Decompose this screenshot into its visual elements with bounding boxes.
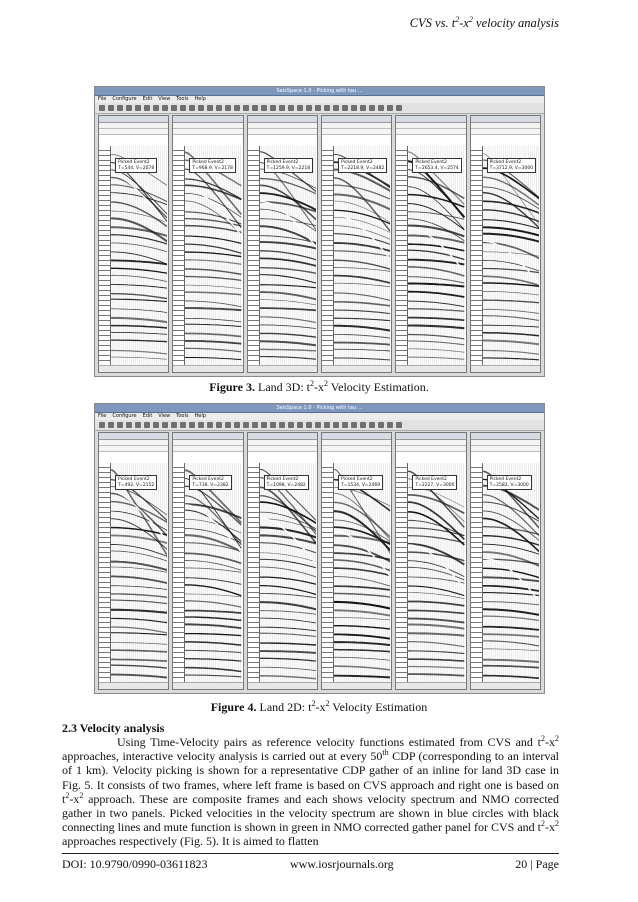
picked-event-label [412,475,457,490]
toolbar-tool-icon[interactable] [315,422,321,428]
panel-header [173,446,242,452]
picked-event-title: Picked Event2 [340,160,373,165]
picked-event-value: T=544, V=2078 [118,165,155,171]
footer-website[interactable]: www.iosrjournals.org [290,857,394,871]
time-axis [322,146,334,365]
picked-event-title: Picked Event2 [192,477,224,482]
picked-event-title: Picked Event2 [489,160,522,165]
seismic-gather-image [483,146,539,365]
picked-event-title: Picked Event2 [266,160,299,165]
gather-panel [470,115,541,373]
footer-rule [62,853,559,854]
toolbar-tool-icon[interactable] [126,422,132,428]
toolbar-tool-icon[interactable] [360,422,366,428]
panel-statusbar [173,682,242,689]
time-axis [173,146,185,365]
figure-3-screenshot [94,86,545,377]
gather-panel [321,432,392,690]
window-titlebar: SeisSpace 1.0 - Picking with tau ... [95,404,544,413]
toolbar-tool-icon[interactable] [207,422,213,428]
seismic-gather-image [408,463,464,682]
time-axis [322,463,334,682]
gather-panel [98,432,169,690]
panel-titlebar [99,433,168,440]
picked-event-value: T=968.9, V=2178 [192,165,233,171]
toolbar-tool-icon[interactable] [117,422,123,428]
panel-titlebar [173,116,242,123]
toolbar [95,420,544,431]
menu-edit[interactable]: Edit [142,96,153,102]
toolbar-tool-icon[interactable] [342,105,348,111]
panel-statusbar [396,682,465,689]
menu-edit[interactable]: Edit [142,413,153,419]
toolbar-tool-icon[interactable] [297,422,303,428]
gather-panel [321,115,392,373]
window-titlebar: SeisSpace 1.0 - Picking with tau ... [95,87,544,96]
toolbar-tool-icon[interactable] [360,105,366,111]
toolbar-tool-icon[interactable] [288,105,294,111]
gather-panels [98,115,541,373]
seismic-gather-image [334,146,390,365]
picked-event-value: T=2582, V=3000 [489,482,529,488]
toolbar-tool-icon[interactable] [324,422,330,428]
toolbar-tool-icon[interactable] [279,105,285,111]
toolbar-tool-icon[interactable] [342,422,348,428]
gather-panel [470,432,541,690]
menu-bar [95,413,544,420]
picked-event-title: Picked Event2 [340,477,373,482]
toolbar-tool-icon[interactable] [126,105,132,111]
panel-statusbar [99,365,168,372]
picked-event-label [338,475,383,490]
toolbar [95,103,544,114]
picked-event-value: T=2227, V=3000 [415,482,455,488]
panel-titlebar [322,433,391,440]
picked-event-label [264,475,309,490]
panel-header [248,446,317,452]
picked-event-label [412,158,461,173]
panel-header [99,129,168,135]
menu-configure[interactable]: Configure [112,96,137,102]
picked-event-value: T=2218.9, V=2482 [340,165,385,171]
panel-titlebar [99,116,168,123]
panel-statusbar [322,365,391,372]
toolbar-tool-icon[interactable] [189,422,195,428]
picked-event-label [115,158,157,173]
panel-titlebar [173,433,242,440]
panel-titlebar [396,116,465,123]
gather-panel [247,432,318,690]
toolbar-tool-icon[interactable] [252,422,258,428]
picked-event-value: T=1259.9, V=2218 [266,165,311,171]
toolbar-tool-icon[interactable] [261,105,267,111]
toolbar-tool-icon[interactable] [162,422,168,428]
toolbar-tool-icon[interactable] [324,105,330,111]
toolbar-tool-icon[interactable] [144,105,150,111]
panel-statusbar [396,365,465,372]
toolbar-tool-icon[interactable] [108,422,114,428]
toolbar-tool-icon[interactable] [387,105,393,111]
toolbar-tool-icon[interactable] [234,422,240,428]
toolbar-tool-icon[interactable] [396,422,402,428]
menu-bar [95,96,544,103]
time-axis [99,146,111,365]
picked-event-value: T=1098, V=2482 [266,482,306,488]
toolbar-tool-icon[interactable] [108,105,114,111]
picked-event-label [487,475,532,490]
gather-panel [247,115,318,373]
toolbar-tool-icon[interactable] [234,105,240,111]
toolbar-tool-icon[interactable] [369,422,375,428]
panel-statusbar [471,682,540,689]
toolbar-tool-icon[interactable] [288,422,294,428]
toolbar-tool-icon[interactable] [396,105,402,111]
panel-header [322,129,391,135]
toolbar-tool-icon[interactable] [333,105,339,111]
time-axis [471,146,483,365]
toolbar-tool-icon[interactable] [153,422,159,428]
panel-header [471,129,540,135]
panel-header [396,129,465,135]
footer-doi: DOI: 10.9790/0990-03611823 [62,857,208,871]
body-paragraph: Using Time-Velocity pairs as reference velocity functions estimated from CVS and $t^2-x^2$ approaches, interactive velocity analysis is carried out at every 50th CDP (corresponding to an interval of 1 km). Velocity picking is shown for a representative CDP gather of an inline for land 3D case in Fig. 5. It consists of two frames, where left frame is based on CVS approach and right one is based on $t^2-x^2$ approach. These are composite frames and each shows velocity spectrum and NMO corrected gather in two panels. Picked velocities in the velocity spectrum are shown in blue circles with black connecting lines and mute function is shown in green in NMO corrected gather panel for CVS and $t^2-x^2$ approaches respectively (Fig. 5). It is aimed to flatten [62,734,560,849]
picked-event-title: Picked Event2 [118,477,150,482]
toolbar-tool-icon[interactable] [351,105,357,111]
toolbar-tool-icon[interactable] [297,105,303,111]
toolbar-tool-icon[interactable] [180,105,186,111]
panel-titlebar [471,433,540,440]
toolbar-tool-icon[interactable] [378,105,384,111]
seismic-gather-image [260,146,316,365]
time-axis [99,463,111,682]
picked-event-title: Picked Event2 [192,160,224,165]
toolbar-tool-icon[interactable] [171,105,177,111]
toolbar-tool-icon[interactable] [306,422,312,428]
menu-tools[interactable]: Tools [176,413,189,419]
picked-event-title: Picked Event2 [415,477,447,482]
picked-event-title: Picked Event2 [118,160,150,165]
menu-help[interactable]: Help [194,96,206,102]
menu-help[interactable]: Help [194,413,206,419]
seismic-gather-image [111,463,167,682]
toolbar-tool-icon[interactable] [378,422,384,428]
menu-configure[interactable]: Configure [112,413,137,419]
picked-event-label [189,158,236,173]
toolbar-tool-icon[interactable] [261,422,267,428]
picked-event-label [264,158,313,173]
picked-event-value: T=3712.9, V=3000 [489,165,534,171]
time-axis [396,463,408,682]
panel-titlebar [248,116,317,123]
toolbar-tool-icon[interactable] [216,105,222,111]
picked-event-value: T=492, V=2152 [118,482,155,488]
gather-panel [98,115,169,373]
picked-event-title: Picked Event2 [266,477,299,482]
running-title: CVS vs. $t^2-x^2$ velocity analysis [409,14,559,30]
time-axis [471,463,483,682]
seismic-gather-image [483,463,539,682]
toolbar-tool-icon[interactable] [279,422,285,428]
toolbar-tool-icon[interactable] [216,422,222,428]
seismic-gather-image [185,146,241,365]
picked-event-value: T=1534, V=2469 [340,482,381,488]
toolbar-tool-icon[interactable] [270,105,276,111]
menu-tools[interactable]: Tools [176,96,189,102]
panel-header [173,129,242,135]
toolbar-tool-icon[interactable] [135,105,141,111]
time-axis [248,463,260,682]
panel-statusbar [471,365,540,372]
toolbar-tool-icon[interactable] [369,105,375,111]
toolbar-tool-icon[interactable] [153,105,159,111]
toolbar-tool-icon[interactable] [306,105,312,111]
toolbar-tool-icon[interactable] [243,422,249,428]
panel-statusbar [322,682,391,689]
menu-view[interactable]: View [158,96,171,102]
panel-header [99,446,168,452]
picked-event-value: T=2653.4, V=2574 [415,165,459,171]
toolbar-tool-icon[interactable] [333,422,339,428]
toolbar-tool-icon[interactable] [207,105,213,111]
footer-page-number: 20 | Page [515,857,559,871]
time-axis [173,463,185,682]
gather-panel [172,432,243,690]
toolbar-tool-icon[interactable] [225,422,231,428]
panel-titlebar [396,433,465,440]
toolbar-tool-icon[interactable] [117,105,123,111]
seismic-gather-image [111,146,167,365]
panel-header [396,446,465,452]
panel-titlebar [248,433,317,440]
gather-panel [395,115,466,373]
picked-event-label [115,475,157,490]
picked-event-value: T=738, V=2382 [192,482,229,488]
panel-header [248,129,317,135]
figure-4-caption: Figure 4. Land 2D: $t^2-x^2$ Velocity Estimation [210,699,428,714]
panel-statusbar [248,365,317,372]
menu-view[interactable]: View [158,413,171,419]
picked-event-label [189,475,231,490]
toolbar-tool-icon[interactable] [144,422,150,428]
panel-titlebar [322,116,391,123]
gather-panels [98,432,541,690]
seismic-gather-image [334,463,390,682]
picked-event-title: Picked Event2 [415,160,447,165]
toolbar-tool-icon[interactable] [180,422,186,428]
figure-4-screenshot [94,403,545,694]
panel-titlebar [471,116,540,123]
panel-statusbar [173,365,242,372]
toolbar-tool-icon[interactable] [243,105,249,111]
picked-event-label [338,158,387,173]
seismic-gather-image [408,146,464,365]
toolbar-tool-icon[interactable] [99,422,105,428]
time-axis [396,146,408,365]
toolbar-tool-icon[interactable] [351,422,357,428]
panel-header [471,446,540,452]
toolbar-tool-icon[interactable] [198,422,204,428]
toolbar-tool-icon[interactable] [252,105,258,111]
gather-panel [172,115,243,373]
toolbar-tool-icon[interactable] [135,422,141,428]
picked-event-title: Picked Event2 [489,477,522,482]
seismic-gather-image [185,463,241,682]
time-axis [248,146,260,365]
menu-file[interactable]: File [98,413,107,419]
panel-statusbar [248,682,317,689]
picked-event-label [487,158,536,173]
figure-3-caption: Figure 3. Land 3D: $t^2-x^2$ Velocity Estimation. [209,379,429,394]
toolbar-tool-icon[interactable] [198,105,204,111]
toolbar-tool-icon[interactable] [225,105,231,111]
toolbar-tool-icon[interactable] [270,422,276,428]
toolbar-tool-icon[interactable] [171,422,177,428]
menu-file[interactable]: File [98,96,107,102]
toolbar-tool-icon[interactable] [387,422,393,428]
toolbar-tool-icon[interactable] [99,105,105,111]
toolbar-tool-icon[interactable] [162,105,168,111]
toolbar-tool-icon[interactable] [315,105,321,111]
section-heading: 2.3 Velocity analysis [62,721,165,735]
seismic-gather-image [260,463,316,682]
panel-statusbar [99,682,168,689]
toolbar-tool-icon[interactable] [189,105,195,111]
panel-header [322,446,391,452]
gather-panel [395,432,466,690]
